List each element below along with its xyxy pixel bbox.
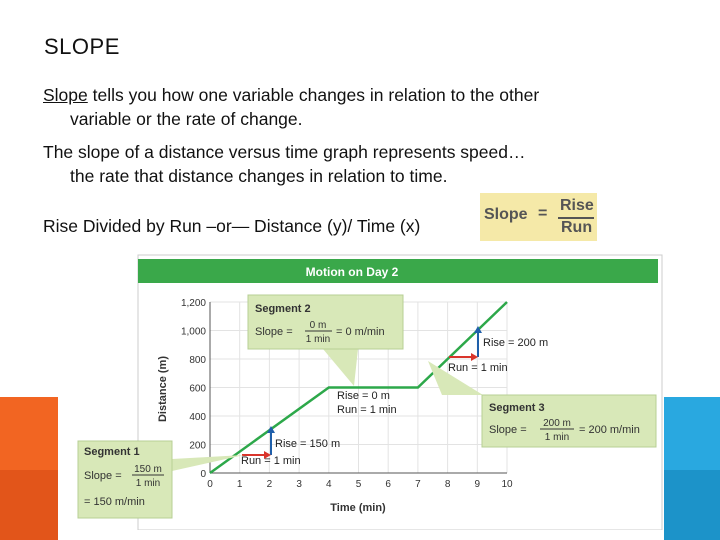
distance-time-chart bbox=[58, 249, 664, 530]
formula-numerator: Rise bbox=[560, 197, 594, 214]
x-tick-label: 0 bbox=[207, 479, 213, 490]
segment3-title: Segment 3 bbox=[489, 402, 545, 414]
rise3-label: Rise = 200 m bbox=[483, 337, 549, 349]
x-tick-label: 1 bbox=[236, 479, 243, 490]
x-tick-label: 5 bbox=[355, 479, 362, 490]
x-tick-label: 7 bbox=[415, 479, 421, 490]
run3-label: Run = 1 min bbox=[448, 362, 508, 374]
segment1-slope-label: Slope = bbox=[84, 470, 122, 482]
chart-title: Motion on Day 2 bbox=[305, 265, 399, 279]
segment3-numerator: 200 m bbox=[543, 418, 571, 429]
run2-label: Run = 1 min bbox=[337, 404, 397, 416]
segment1-title: Segment 1 bbox=[84, 446, 140, 458]
y-tick-label: 800 bbox=[189, 355, 206, 366]
y-tick-label: 400 bbox=[189, 412, 206, 423]
segment1-numerator: 150 m bbox=[134, 464, 162, 475]
segment3-slope-label: Slope = bbox=[489, 424, 527, 436]
blue-corner-dark-shape bbox=[664, 470, 720, 540]
run1-label: Run = 1 min bbox=[241, 455, 301, 467]
slope-formula bbox=[480, 193, 597, 241]
paragraph-rise-run: Rise Divided by Run –or— Distance (y)/ Time (x) bbox=[43, 216, 421, 236]
segment2-denominator: 1 min bbox=[305, 334, 331, 345]
chart-panel bbox=[58, 249, 664, 530]
segment2-title: Segment 2 bbox=[255, 303, 311, 315]
para1-text: tells you how one variable changes in relation to the other bbox=[87, 85, 540, 105]
segment1-result: = 150 m/min bbox=[84, 496, 145, 508]
x-tick-label: 3 bbox=[296, 479, 302, 490]
y-tick-label: 0 bbox=[200, 469, 206, 480]
segment1-denominator: 1 min bbox=[135, 478, 161, 489]
paragraph-speed bbox=[43, 140, 663, 188]
para2-line2: the rate that distance changes in relation to time. bbox=[70, 166, 448, 186]
segment3-result: = 200 m/min bbox=[579, 424, 640, 436]
x-tick-label: 8 bbox=[444, 479, 451, 490]
rise2-label: Rise = 0 m bbox=[337, 390, 390, 402]
x-tick-label: 2 bbox=[266, 479, 273, 490]
y-tick-label: 1,200 bbox=[180, 298, 206, 309]
slide-title: SLOPE bbox=[44, 34, 120, 59]
y-tick-label: 1,000 bbox=[180, 326, 206, 338]
segment3-denominator: 1 min bbox=[544, 432, 570, 443]
segment2-slope-label: Slope = bbox=[255, 326, 293, 338]
para1-line2: variable or the rate of change. bbox=[70, 109, 303, 129]
para2-line1: The slope of a distance versus time graph represents speed… bbox=[43, 142, 526, 162]
paragraph-slope-definition bbox=[43, 83, 663, 131]
x-tick-label: 4 bbox=[326, 479, 332, 490]
segment2-numerator: 0 m bbox=[309, 320, 327, 331]
y-tick-label: 200 bbox=[189, 440, 206, 452]
x-tick-label: 9 bbox=[474, 479, 481, 490]
x-tick-label: 10 bbox=[501, 479, 513, 490]
segment2-result: = 0 m/min bbox=[336, 326, 385, 338]
formula-denominator: Run bbox=[561, 219, 593, 236]
rise1-label: Rise = 150 m bbox=[275, 438, 341, 450]
y-axis-label: Distance (m) bbox=[157, 355, 169, 423]
formula-equals: = bbox=[538, 205, 548, 222]
formula-left: Slope bbox=[484, 206, 528, 223]
x-axis-label: Time (min) bbox=[330, 502, 386, 514]
x-tick-label: 6 bbox=[385, 479, 391, 490]
orange-corner-dark-shape bbox=[0, 470, 58, 540]
slope-term: Slope bbox=[43, 85, 88, 105]
y-tick-label: 600 bbox=[189, 383, 206, 395]
